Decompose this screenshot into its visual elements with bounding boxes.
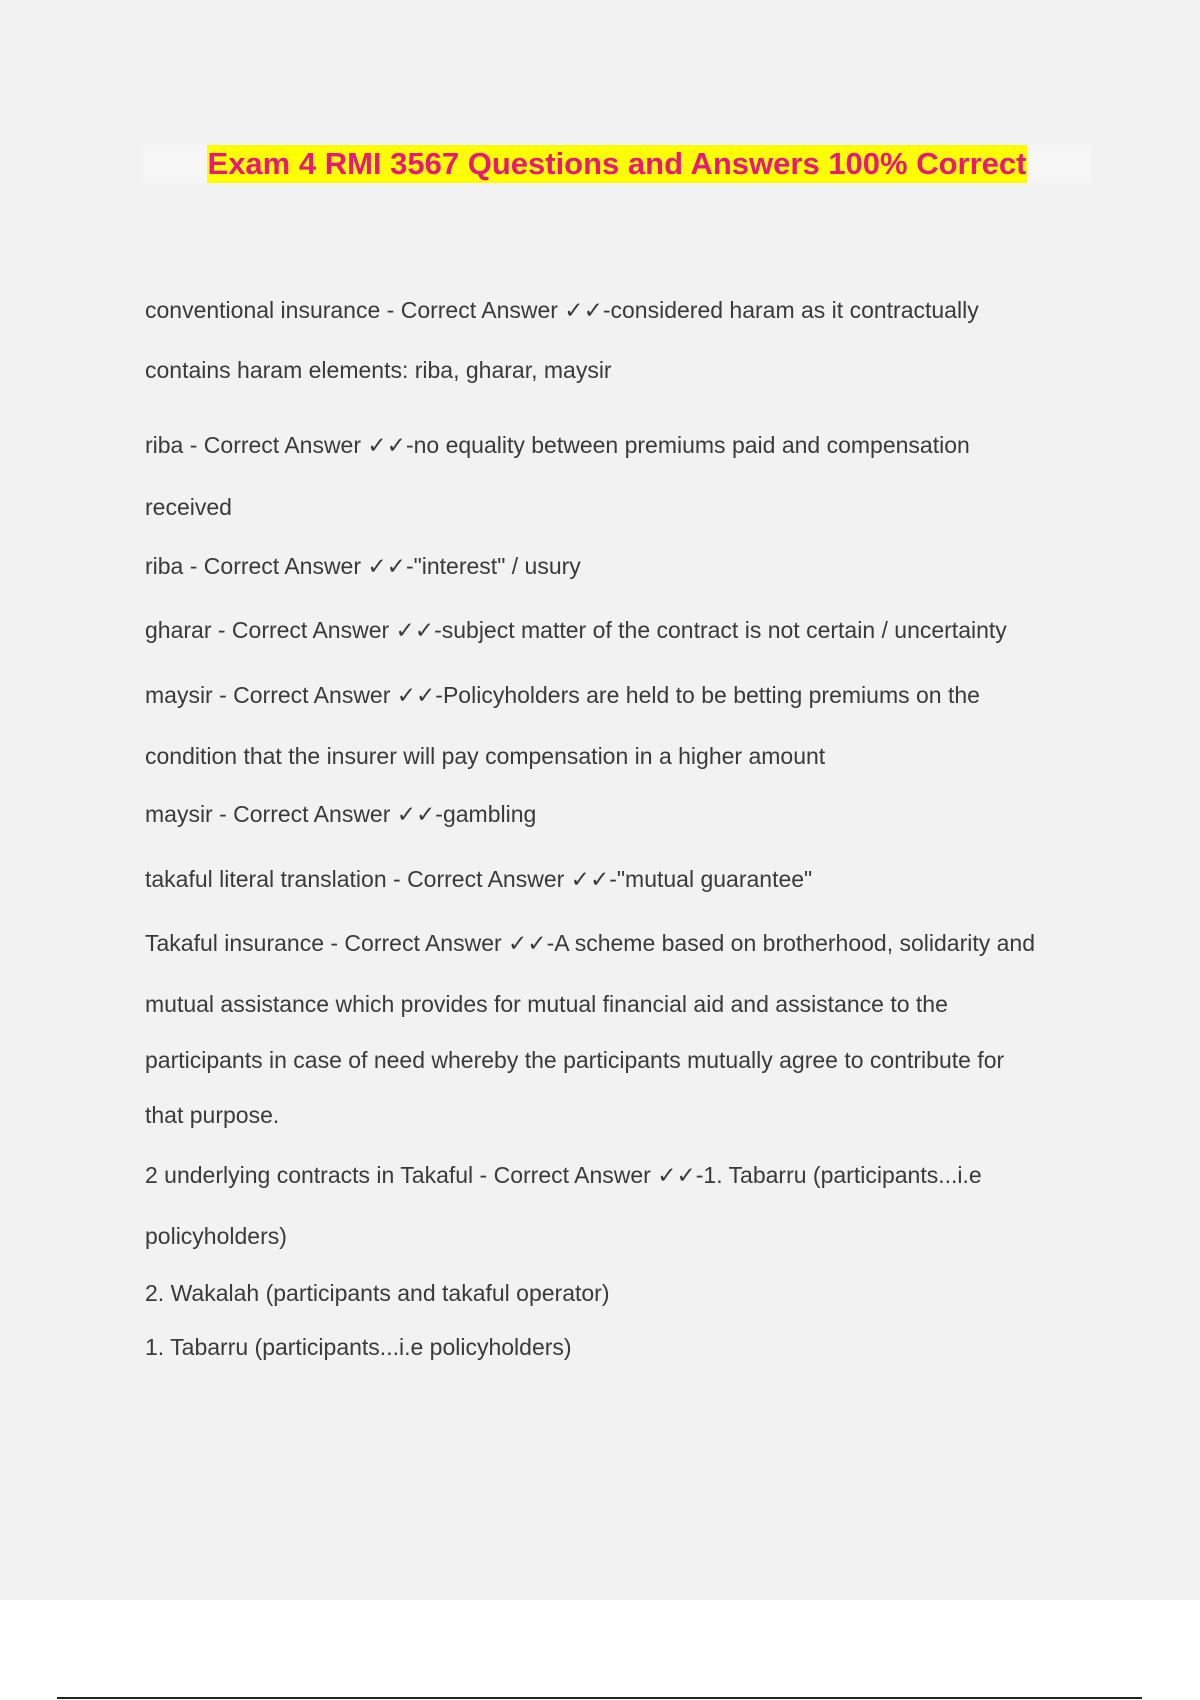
qa-line-13: participants in case of need whereby the participants mutually agree to contribute for [145,1047,1005,1073]
qa-line-12: mutual assistance which provides for mutual financial aid and assistance to the [145,991,948,1017]
title-band [143,145,1091,183]
bottom-rule [57,1697,1142,1699]
qa-line-1: conventional insurance - Correct Answer ✓✓-considered haram as it contractually [145,297,979,323]
qa-line-18: 1. Tabarru (participants...i.e policyholders) [145,1334,572,1360]
qa-line-10: takaful literal translation - Correct Answer ✓✓-"mutual guarantee" [145,866,813,892]
qa-line-8: condition that the insurer will pay compensation in a higher amount [145,743,826,769]
qa-line-2: contains haram elements: riba, gharar, maysir [145,357,612,383]
qa-line-16: policyholders) [145,1223,287,1249]
qa-line-5: riba - Correct Answer ✓✓-"interest" / usury [145,553,581,579]
qa-line-3: riba - Correct Answer ✓✓-no equality between premiums paid and compensation [145,432,970,458]
qa-line-9: maysir - Correct Answer ✓✓-gambling [145,801,537,827]
qa-line-17: 2. Wakalah (participants and takaful operator) [145,1280,610,1306]
document-title-text: Exam 4 RMI 3567 Questions and Answers 100% Correct [207,146,1027,181]
qa-line-15: 2 underlying contracts in Takaful - Correct Answer ✓✓-1. Tabarru (participants...i.e [145,1162,982,1188]
qa-line-4: received [145,494,232,520]
qa-line-11: Takaful insurance - Correct Answer ✓✓-A scheme based on brotherhood, solidarity and [145,930,1035,956]
qa-line-14: that purpose. [145,1102,280,1128]
document-title [143,145,1091,183]
qa-line-6: gharar - Correct Answer ✓✓-subject matter of the contract is not certain / uncertainty [145,617,1007,643]
qa-line-7: maysir - Correct Answer ✓✓-Policyholders are held to be betting premiums on the [145,682,980,708]
